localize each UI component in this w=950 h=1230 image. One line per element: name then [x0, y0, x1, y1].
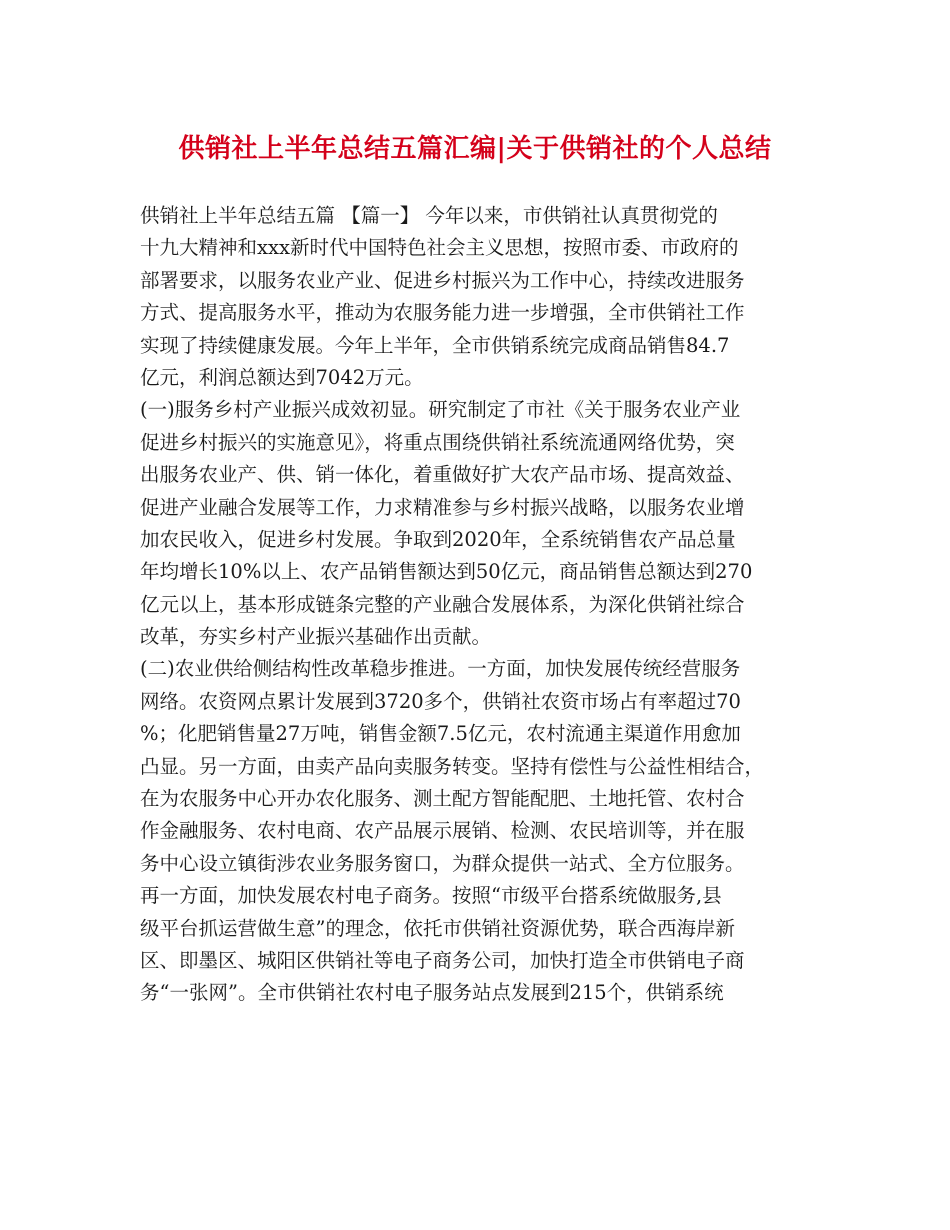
body-line: %；化肥销售量27万吨，销售金额7.5亿元，农村流通主渠道作用愈加	[140, 722, 741, 746]
body-line: 务“一张网”。全市供销社农村电子服务站点发展到215个，供销系统	[140, 981, 724, 1005]
body-line: 亿元，利润总额达到7042万元。	[140, 365, 424, 389]
body-line: 年均增长10%以上、农产品销售额达到50亿元，商品销售总额达到270	[140, 560, 753, 584]
document-body	[140, 200, 820, 1010]
body-line: (二)农业供给侧结构性改革稳步推进。一方面，加快发展传统经营服务	[140, 657, 741, 681]
body-line: 再一方面，加快发展农村电子商务。按照“市级平台搭系统做服务,县	[140, 884, 722, 908]
body-line: 十九大精神和xxx新时代中国特色社会主义思想，按照市委、市政府的	[140, 236, 739, 260]
body-line: 促进产业融合发展等工作，力求精准参与乡村振兴战略，以服务农业增	[140, 495, 745, 519]
document-title: 供销社上半年总结五篇汇编|关于供销社的个人总结	[178, 134, 772, 164]
body-line: 出服务农业产、供、销一体化，着重做好扩大农产品市场、提高效益、	[140, 463, 745, 487]
body-line: 促进乡村振兴的实施意见》，将重点围绕供销社系统流通网络优势，突	[140, 430, 735, 454]
body-line: (一)服务乡村产业振兴成效初显。研究制定了市社《关于服务农业产业	[140, 398, 741, 422]
body-line: 改革，夯实乡村产业振兴基础作出贡献。	[140, 625, 492, 649]
body-line: 区、即墨区、城阳区供销社等电子商务公司，加快打造全市供销电子商	[140, 948, 745, 972]
body-line: 供销社上半年总结五篇 【篇一】 今年以来，市供销社认真贯彻党的	[140, 204, 718, 227]
body-line: 加农民收入，促进乡村发展。争取到2020年，全系统销售农产品总量	[140, 527, 736, 551]
body-line: 在为农服务中心开办农化服务、测土配方智能配肥、土地托管、农村合	[140, 787, 745, 811]
body-line: 作金融服务、农村电商、农产品展示展销、检测、农民培训等，并在服	[140, 819, 745, 843]
body-line: 方式、提高服务水平，推动为农服务能力进一步增强，全市供销社工作	[140, 301, 745, 325]
body-line: 务中心设立镇街涉农业务服务窗口，为群众提供一站式、全方位服务。	[140, 851, 745, 875]
body-line: 部署要求，以服务农业产业、促进乡村振兴为工作中心，持续改进服务	[140, 268, 745, 292]
body-line: 凸显。另一方面，由卖产品向卖服务转变。坚持有偿性与公益性相结合，	[140, 754, 765, 778]
body-line: 级平台抓运营做生意”的理念，依托市供销社资源优势，联合西海岸新	[140, 916, 735, 940]
body-line: 网络。农资网点累计发展到3720多个，供销社农资市场占有率超过70	[140, 689, 741, 713]
body-line: 实现了持续健康发展。今年上半年，全市供销系统完成商品销售84.7	[140, 333, 730, 357]
body-line: 亿元以上，基本形成链条完整的产业融合发展体系，为深化供销社综合	[140, 592, 745, 616]
